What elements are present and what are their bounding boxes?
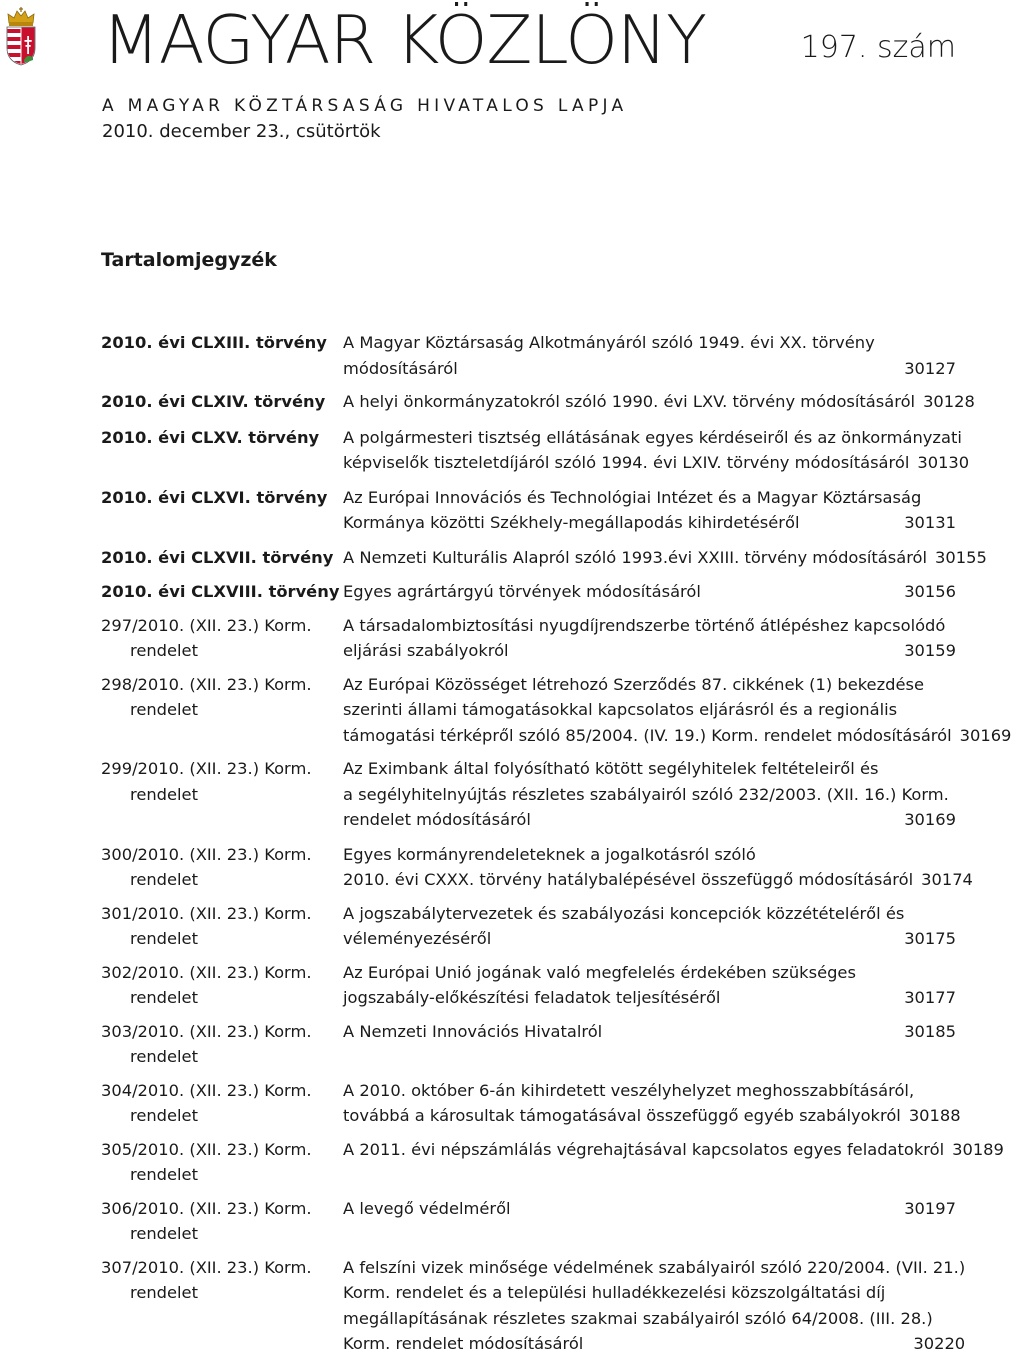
toc-reference-line: 299/2010. (XII. 23.) Korm. bbox=[101, 759, 312, 778]
toc-entry-reference bbox=[101, 756, 343, 833]
toc-description-line: támogatási térképről szóló 85/2004. (IV. 19.) Korm. rendelet módosításáról bbox=[343, 725, 952, 745]
toc-reference-line: rendelet bbox=[130, 1283, 198, 1302]
toc-reference-line: rendelet bbox=[130, 988, 198, 1007]
toc-reference-line: 2010. évi CLXVI. törvény bbox=[101, 487, 328, 507]
toc-description-line: szerinti állami támogatásokkal kapcsolatos eljárásról és a regionális bbox=[343, 700, 898, 719]
toc-page-number: 30155 bbox=[935, 547, 987, 567]
toc-description-line: A Magyar Köztársaság Alkotmányáról szóló 1949. évi XX. törvény bbox=[343, 333, 875, 352]
toc-page-number: 30169 bbox=[904, 810, 956, 829]
toc-heading: Tartalomjegyzék bbox=[101, 249, 277, 271]
toc-description-line: 2010. évi CXXX. törvény hatálybalépésével összefüggő módosításáról bbox=[343, 870, 914, 889]
toc-description-line: A felszíni vizek minősége védelmének szabályairól szóló 220/2004. (VII. 21.) bbox=[343, 1257, 966, 1277]
table-of-contents bbox=[101, 322, 1011, 1357]
toc-reference-line: rendelet bbox=[130, 784, 198, 804]
toc-description-line: Korm. rendelet módosításáról bbox=[343, 1334, 584, 1353]
toc-entry[interactable] bbox=[101, 842, 973, 893]
toc-description-line: Az Eximbank által folyósítható kötött segélyhitelek feltételeiről és bbox=[343, 759, 879, 778]
toc-reference-line: 305/2010. (XII. 23.) Korm. bbox=[101, 1139, 312, 1159]
toc-reference-line: rendelet bbox=[130, 870, 198, 889]
toc-reference-line: 300/2010. (XII. 23.) Korm. bbox=[101, 844, 312, 864]
toc-reference-line: rendelet bbox=[130, 1224, 198, 1243]
toc-entry-reference bbox=[101, 545, 343, 571]
toc-description-line: véleményezéséről bbox=[343, 929, 492, 948]
toc-description-line: továbbá a károsultak támogatásával összefüggő egyéb szabályokról bbox=[343, 1106, 901, 1125]
toc-entry-description bbox=[343, 425, 969, 476]
toc-entry-description bbox=[343, 545, 987, 571]
toc-entry-reference bbox=[101, 330, 343, 381]
toc-reference-line: rendelet bbox=[130, 1106, 198, 1125]
toc-entry-reference bbox=[101, 613, 343, 664]
coat-of-arms-icon bbox=[4, 6, 38, 66]
toc-description-line: rendelet módosításáról bbox=[343, 810, 531, 829]
toc-entry-description bbox=[343, 389, 975, 415]
toc-description-line: eljárási szabályokról bbox=[343, 641, 509, 660]
toc-page-number: 30220 bbox=[913, 1334, 966, 1353]
toc-description-line: A Nemzeti Innovációs Hivatalról bbox=[343, 1021, 603, 1041]
publication-title: MAGYAR KÖZLÖNY bbox=[102, 1, 707, 79]
toc-reference-line: 302/2010. (XII. 23.) Korm. bbox=[101, 962, 312, 982]
toc-page-number: 30169 bbox=[959, 725, 1011, 745]
toc-description-line: A polgármesteri tisztség ellátásának egyes kérdéseiről és az önkormányzati bbox=[343, 427, 962, 447]
toc-page-number: 30197 bbox=[904, 1198, 956, 1218]
toc-description-line: A 2011. évi népszámlálás végrehajtásával kapcsolatos egyes feladatokról bbox=[343, 1139, 945, 1159]
toc-reference-line: 2010. évi CLXV. törvény bbox=[101, 427, 320, 447]
toc-description-line: módosításáról bbox=[343, 358, 458, 378]
toc-entry-description bbox=[343, 330, 956, 381]
toc-entry[interactable] bbox=[101, 1137, 1004, 1188]
toc-entry-reference bbox=[101, 842, 343, 893]
toc-entry[interactable] bbox=[101, 756, 956, 833]
toc-page-number: 30174 bbox=[921, 870, 973, 889]
toc-reference-line: 307/2010. (XII. 23.) Korm. bbox=[101, 1257, 312, 1277]
toc-description-line: Korm. rendelet és a települési hulladékkezelési közszolgáltatási díj bbox=[343, 1283, 886, 1302]
toc-entry[interactable] bbox=[101, 389, 975, 415]
toc-page-number: 30189 bbox=[952, 1139, 1004, 1159]
toc-description-line: A helyi önkormányzatokról szóló 1990. évi LXV. törvény módosításáról bbox=[343, 392, 916, 411]
toc-entry-reference bbox=[101, 1137, 343, 1188]
toc-description-line: A levegő védelméről bbox=[343, 1198, 511, 1218]
toc-entry[interactable] bbox=[101, 425, 970, 476]
toc-entry-reference bbox=[101, 425, 343, 476]
toc-entry-description bbox=[343, 1255, 965, 1357]
toc-reference-line: rendelet bbox=[130, 929, 198, 948]
toc-description-line: megállapításának részletes szakmai szabályairól szóló 64/2008. (III. 28.) bbox=[343, 1308, 933, 1328]
toc-entry[interactable] bbox=[101, 1196, 956, 1247]
toc-page-number: 30159 bbox=[904, 641, 956, 660]
toc-description-line: A társadalombiztosítási nyugdíjrendszerbe történő átlépéshez kapcsolódó bbox=[343, 615, 946, 635]
toc-entry-description bbox=[343, 1196, 956, 1247]
toc-description-line: Az Európai Innovációs és Technológiai Intézet és a Magyar Köztársaság bbox=[343, 487, 922, 507]
toc-entry[interactable] bbox=[101, 1019, 956, 1070]
toc-page-number: 30127 bbox=[904, 358, 956, 378]
toc-entry-description bbox=[343, 960, 956, 1011]
toc-page-number: 30175 bbox=[904, 929, 956, 948]
toc-reference-line: rendelet bbox=[130, 641, 198, 660]
toc-entry-reference bbox=[101, 1019, 343, 1070]
toc-reference-line: 2010. évi CLXVII. törvény bbox=[101, 547, 334, 567]
toc-entry[interactable] bbox=[101, 545, 987, 571]
toc-entry-reference bbox=[101, 672, 343, 749]
toc-entry-description bbox=[343, 672, 1011, 749]
toc-description-line: képviselők tiszteletdíjáról szóló 1994. évi LXIV. törvény módosításáról bbox=[343, 453, 910, 472]
toc-reference-line: 2010. évi CLXIII. törvény bbox=[101, 333, 327, 352]
issue-date: 2010. december 23., csütörtök bbox=[102, 121, 381, 142]
toc-entry-reference bbox=[101, 901, 343, 952]
toc-reference-line: 298/2010. (XII. 23.) Korm. bbox=[101, 674, 312, 694]
toc-description-line: Az Európai Közösséget létrehozó Szerződés 87. cikkének (1) bekezdése bbox=[343, 674, 924, 694]
toc-entry-description bbox=[343, 613, 956, 664]
toc-entry-reference bbox=[101, 579, 343, 605]
toc-entry-description bbox=[343, 1078, 961, 1129]
toc-entry-reference bbox=[101, 1255, 343, 1357]
toc-entry-reference bbox=[101, 1078, 343, 1129]
toc-description-line: jogszabály-előkészítési feladatok teljesítéséről bbox=[343, 988, 721, 1007]
toc-reference-line: 297/2010. (XII. 23.) Korm. bbox=[101, 615, 312, 635]
toc-description-line: Az Európai Unió jogának való megfelelés érdekében szükséges bbox=[343, 962, 856, 982]
toc-entry[interactable] bbox=[101, 901, 956, 952]
toc-description-line: A Nemzeti Kulturális Alapról szóló 1993.évi XXIII. törvény módosításáról bbox=[343, 547, 928, 567]
toc-description-line: a segélyhitelnyújtás részletes szabályairól szóló 232/2003. (XII. 16.) Korm. bbox=[343, 784, 949, 804]
toc-reference-line: 304/2010. (XII. 23.) Korm. bbox=[101, 1080, 312, 1100]
publication-subtitle: A MAGYAR KÖZTÁRSASÁG HIVATALOS LAPJA bbox=[102, 96, 628, 116]
toc-entry-reference bbox=[101, 1196, 343, 1247]
toc-entry-description bbox=[343, 842, 973, 893]
toc-entry[interactable] bbox=[101, 613, 956, 664]
toc-page-number: 30185 bbox=[904, 1021, 956, 1041]
toc-description-line: Egyes kormányrendeleteknek a jogalkotásról szóló bbox=[343, 844, 756, 864]
toc-reference-line: rendelet bbox=[130, 1047, 198, 1066]
toc-entry-description bbox=[343, 901, 956, 952]
toc-reference-line: rendelet bbox=[130, 1165, 198, 1184]
toc-entry-description bbox=[343, 756, 956, 833]
toc-entry-description bbox=[343, 579, 956, 605]
toc-page-number: 30128 bbox=[923, 392, 975, 411]
toc-page-number: 30131 bbox=[904, 513, 956, 532]
toc-entry[interactable] bbox=[101, 330, 956, 381]
toc-reference-line: rendelet bbox=[130, 700, 198, 719]
toc-reference-line: 306/2010. (XII. 23.) Korm. bbox=[101, 1198, 312, 1218]
toc-entry-description bbox=[343, 1019, 956, 1070]
toc-page-number: 30188 bbox=[908, 1106, 961, 1125]
toc-reference-line: 303/2010. (XII. 23.) Korm. bbox=[101, 1021, 312, 1041]
toc-page-number: 30156 bbox=[904, 582, 956, 601]
toc-reference-line: 2010. évi CLXIV. törvény bbox=[101, 392, 326, 411]
toc-entry-reference bbox=[101, 485, 343, 536]
toc-description-line: A 2010. október 6-án kihirdetett veszélyhelyzet meghosszabbításáról, bbox=[343, 1080, 915, 1100]
toc-entry[interactable] bbox=[101, 960, 956, 1011]
toc-entry[interactable] bbox=[101, 1255, 966, 1357]
toc-entry-description bbox=[343, 1137, 1004, 1188]
toc-description-line: A jogszabálytervezetek és szabályozási koncepciók közzétételéről és bbox=[343, 903, 905, 923]
toc-entry-reference bbox=[101, 960, 343, 1011]
toc-description-line: Egyes agrártárgyú törvények módosításáról bbox=[343, 582, 701, 601]
toc-entry[interactable] bbox=[101, 1078, 961, 1129]
issue-number: 197. szám bbox=[800, 30, 956, 65]
toc-description-line: Kormánya közötti Székhely-megállapodás kihirdetéséről bbox=[343, 513, 800, 532]
toc-entry[interactable] bbox=[101, 485, 956, 536]
toc-entry-description bbox=[343, 485, 956, 536]
toc-entry-reference bbox=[101, 389, 343, 415]
toc-entry[interactable] bbox=[101, 672, 1011, 749]
toc-page-number: 30177 bbox=[904, 988, 956, 1007]
toc-reference-line: 301/2010. (XII. 23.) Korm. bbox=[101, 903, 312, 923]
toc-reference-line: 2010. évi CLXVIII. törvény bbox=[101, 582, 340, 601]
toc-page-number: 30130 bbox=[917, 453, 970, 472]
toc-entry[interactable] bbox=[101, 579, 956, 605]
